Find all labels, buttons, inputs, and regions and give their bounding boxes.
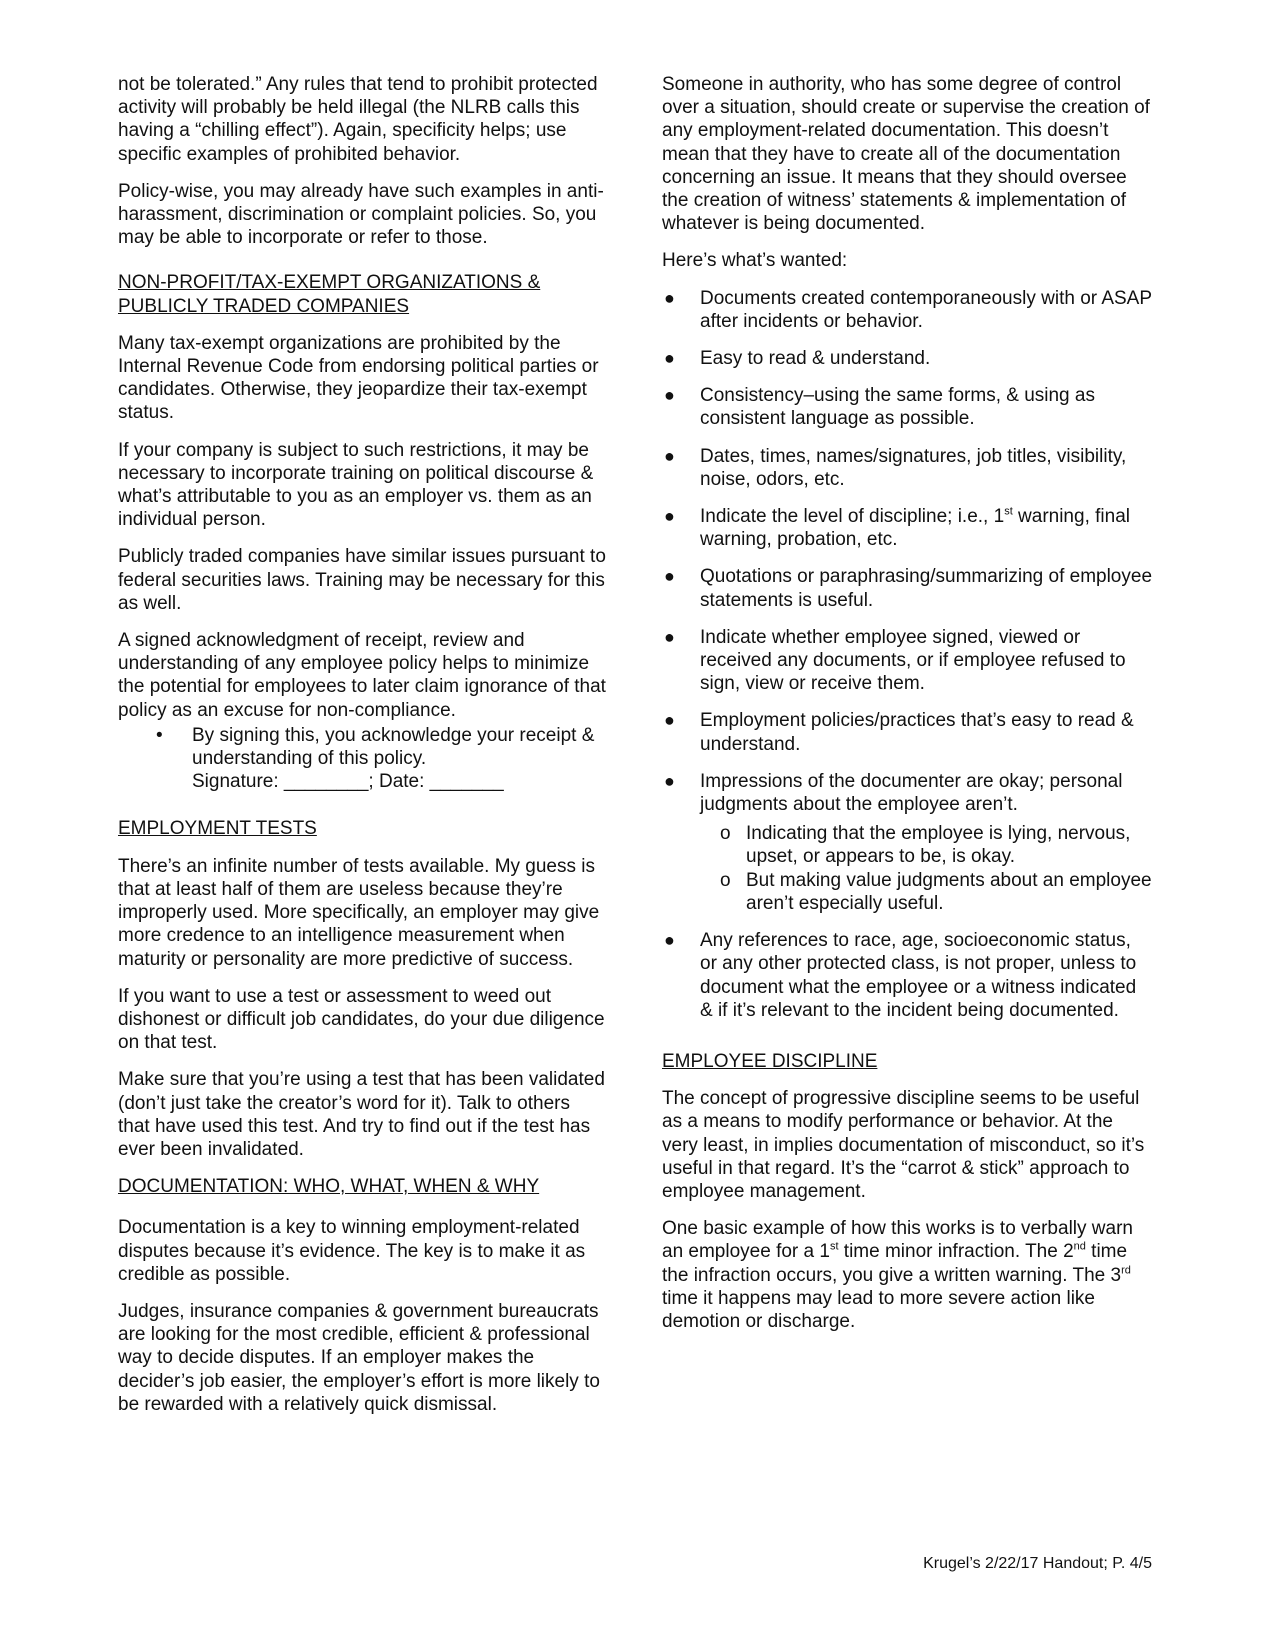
list-item: ● Impressions of the documenter are okay; personal judgments about the employee aren’t. o Indicating that the employee is lying, nervous, upset, or appears to be, is okay. o But making value judgments about an employee aren’t especially useful. <box>664 770 1152 914</box>
acknowledgment-item <box>118 724 606 794</box>
paragraph: One basic example of how this works is to verbally warn an employee for a 1st time minor infraction. The 2nd time the infraction occurs, you give a written warning. The 3rd time it happens may lead to more severe action like demotion or discharge. <box>662 1218 1133 1332</box>
bullet-icon: ● <box>664 506 675 527</box>
section-heading-discipline: EMPLOYEE DISCIPLINE <box>662 1050 878 1072</box>
paragraph: Policy-wise, you may already have such examples in anti-harassment, discrimination or complaint policies. So, you may be able to incorporate or refer to those. <box>118 180 604 249</box>
paragraph: Publicly traded companies have similar issues pursuant to federal securities laws. Training may be necessary for this as well. <box>118 546 606 614</box>
bullet-icon: ● <box>664 445 675 466</box>
left-column <box>118 73 606 1430</box>
list-item: ● Easy to read & understand. <box>664 348 931 370</box>
sub-list <box>700 822 1152 915</box>
list-item: ● Consistency–using the same forms, & using as consistent language as possible. <box>664 385 1095 430</box>
paragraph: Many tax-exempt organizations are prohibited by the Internal Revenue Code from endorsing political parties or candidates. Otherwise, they jeopardize their tax-exempt status. <box>118 332 599 424</box>
signature-line: Signature: ________; Date: _______ <box>192 771 504 793</box>
paragraph: There’s an infinite number of tests available. My guess is that at least half of them are useless because they’re improperly used. More specifically, an employer may give more credence to an intelligence measurement when maturity or personality are more predictive of success. <box>118 855 600 970</box>
wanted-intro: Here’s what’s wanted: <box>662 250 848 272</box>
paragraph: If your company is subject to such restrictions, it may be necessary to incorporate training on political discourse & what’s attributable to you as an employer vs. them as an individual person. <box>118 439 594 531</box>
list-item: ● Indicate whether employee signed, viewed or received any documents, or if employee refused to sign, view or receive them. <box>664 626 1126 695</box>
right-column <box>662 73 1152 1347</box>
bullet-icon: ● <box>664 348 675 369</box>
wanted-list <box>662 287 1152 1022</box>
paragraph: Judges, insurance companies & government bureaucrats are looking for the most credible, efficient & professional way to decide disputes. If an employer makes the decider’s job easier, the employer’s effort is more likely to be rewarded with a relatively quick dismissal. <box>118 1300 600 1415</box>
sub-bullet-icon: o <box>720 823 731 845</box>
acknowledgment-text: By signing this, you acknowledge your receipt & understanding of this policy. <box>192 724 595 770</box>
paragraph: A signed acknowledgment of receipt, review and understanding of any employee policy helps to minimize the potential for employees to later claim ignorance of that policy as an excuse for non-compliance. <box>118 630 606 721</box>
list-item: ● Quotations or paraphrasing/summarizing of employee statements is useful. <box>664 566 1153 611</box>
bullet-icon: • <box>156 724 163 746</box>
section-heading-nonprofit: NON-PROFIT/TAX-EXEMPT ORGANIZATIONS & PUBLICLY TRADED COMPANIES <box>118 272 541 317</box>
bullet-icon: ● <box>664 287 675 308</box>
page-footer: Krugel’s 2/22/17 Handout; P. 4/5 <box>923 1555 1152 1572</box>
bullet-icon: ● <box>664 566 675 587</box>
paragraph: Someone in authority, who has some degree of control over a situation, should create or supervise the creation of any employment-related documentation. This doesn’t mean that they have to create all of the documentation concerning an issue. It means that they should oversee the creation of witness’ statements & implementation of whatever is being documented. <box>662 74 1150 235</box>
section-heading-documentation: DOCUMENTATION: WHO, WHAT, WHEN & WHY <box>118 1176 540 1198</box>
list-item: ● Employment policies/practices that’s easy to read & understand. <box>664 710 1134 755</box>
list-item: ● Any references to race, age, socioeconomic status, or any other protected class, is not proper, unless to document what the employee or a witness indicated & if it’s relevant to the incident being documented. <box>664 930 1137 1021</box>
section-heading-tests: EMPLOYMENT TESTS <box>118 818 317 840</box>
paragraph: Documentation is a key to winning employment-related disputes because it’s evidence. The key is to make it as credible as possible. <box>118 1217 586 1285</box>
sub-bullet-icon: o <box>720 869 731 891</box>
paragraph: Make sure that you’re using a test that has been validated (don’t just take the creator’s word for it). Talk to others that have used this test. And try to find out if the test has ever been invalidated. <box>118 1069 605 1160</box>
sub-list-item: o But making value judgments about an employee aren’t especially useful. <box>720 869 1152 914</box>
bullet-icon: ● <box>664 385 675 406</box>
sub-list-item: o Indicating that the employee is lying, nervous, upset, or appears to be, is okay. <box>720 823 1131 868</box>
list-item: ● Indicate the level of discipline; i.e., 1st warning, final warning, probation, etc. <box>664 505 1130 551</box>
list-item: ● Documents created contemporaneously with or ASAP after incidents or behavior. <box>664 287 1152 332</box>
bullet-icon: ● <box>664 710 675 731</box>
paragraph: If you want to use a test or assessment to weed out dishonest or difficult job candidates, do your due diligence on that test. <box>118 985 605 1054</box>
bullet-icon: ● <box>664 626 675 647</box>
paragraph: not be tolerated.” Any rules that tend to prohibit protected activity will probably be held illegal (the NLRB calls this having a “chilling effect”). Again, specificity helps; use specific examples of prohibited behavior. <box>118 74 598 165</box>
bullet-icon: ● <box>664 930 675 951</box>
paragraph: The concept of progressive discipline seems to be useful as a means to modify performance or behavior. At the very least, in implies documentation of misconduct, so it’s useful in that regard. It’s the “carrot & stick” approach to employee management. <box>662 1088 1145 1202</box>
list-item: ● Dates, times, names/signatures, job titles, visibility, noise, odors, etc. <box>664 445 1127 490</box>
bullet-icon: ● <box>664 770 675 791</box>
